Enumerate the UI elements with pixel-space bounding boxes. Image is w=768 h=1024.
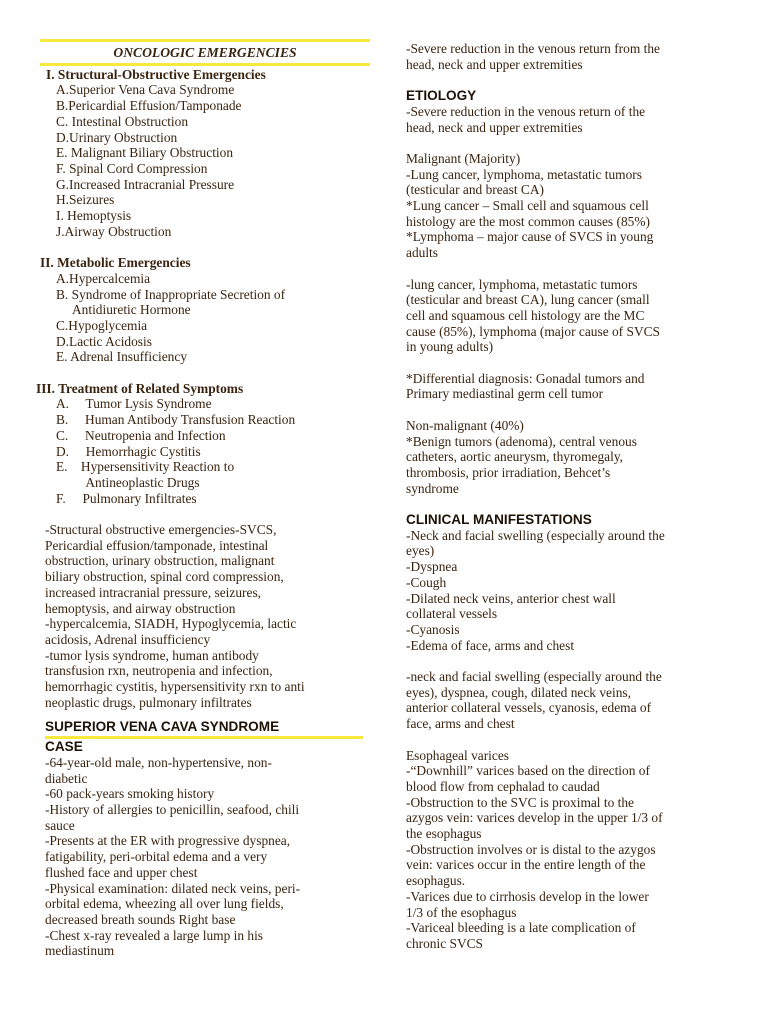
text-line: increased intracranial pressure, seizures,	[45, 584, 262, 600]
text-line: head, neck and upper extremities	[406, 56, 583, 72]
title-bottom-rule	[40, 63, 370, 66]
text-line: -Physical examination: dilated neck veins, peri-	[45, 880, 301, 896]
text-line: vein: varices occur in the entire length of the	[406, 857, 646, 873]
text-line: fatigability, peri-orbital edema and a very	[45, 849, 268, 865]
list-item: F. Spinal Cord Compression	[56, 160, 208, 176]
nonmalignant-causes	[406, 418, 728, 497]
text-line: *Lymphoma – major cause of SVCS in young	[406, 229, 654, 245]
text-line: eyes)	[406, 543, 435, 559]
svcs-section	[45, 719, 370, 959]
list-item: H.Seizures	[56, 192, 115, 208]
text-line: -“Downhill” varices based on the direction of	[406, 763, 650, 779]
text-line: -64-year-old male, non-hypertensive, non-	[45, 754, 272, 770]
etiology-heading: ETIOLOGY	[406, 88, 477, 104]
section-2-list	[40, 271, 370, 365]
text-line: -Obstruction to the SVC is proximal to the	[406, 794, 634, 810]
text-line: obstruction, urinary obstruction, malignant	[45, 553, 275, 569]
text-line: chronic SVCS	[406, 935, 483, 951]
text-line: *Differential diagnosis: Gonadal tumors and	[406, 370, 645, 386]
text-line: *Lung cancer – Small cell and squamous cell	[406, 198, 649, 213]
case-heading: CASE	[45, 739, 83, 755]
section-3-heading: III. Treatment of Related Symptoms	[36, 380, 244, 396]
text-line: collateral vessels	[406, 606, 498, 622]
section-3-list	[40, 396, 370, 506]
text-line: -Structural obstructive emergencies-SVCS,	[45, 522, 277, 538]
section-1-list	[40, 82, 370, 239]
section-1-heading: I. Structural-Obstructive Emergencies	[46, 66, 266, 82]
list-item: B. Syndrome of Inappropriate Secretion of	[56, 286, 286, 302]
list-item: B. Human Antibody Transfusion Reaction	[56, 412, 296, 428]
list-item: C. Neutropenia and Infection	[56, 427, 226, 443]
text-line: Malignant (Majority)	[406, 150, 521, 166]
text-line: -60 pack-years smoking history	[45, 786, 215, 802]
text-line: orbital edema, wheezing all over lung fields,	[45, 896, 284, 912]
text-line: -History of allergies to penicillin, seafood, chili	[45, 802, 300, 817]
text-line: cell and squamous cell histology are the MC	[406, 307, 645, 323]
text-line: histology are the most common causes (85%)	[406, 213, 650, 229]
text-line: (testicular and breast CA), lung cancer (small	[406, 292, 650, 308]
text-line: *Benign tumors (adenoma), central venous	[406, 433, 637, 449]
list-item: D.Lactic Acidosis	[56, 333, 152, 349]
text-line: (testicular and breast CA)	[406, 182, 544, 198]
text-line: mediastinum	[45, 943, 115, 959]
svcs-heading: SUPERIOR VENA CAVA SYNDROME	[45, 719, 280, 735]
text-line: face, arms and chest	[406, 716, 515, 732]
text-line: -Neck and facial swelling (especially around the	[406, 527, 665, 543]
list-item: A. Tumor Lysis Syndrome	[56, 396, 212, 412]
text-line: Pericardial effusion/tamponade, intestinal	[45, 537, 269, 553]
text-line: -Lung cancer, lymphoma, metastatic tumors	[406, 166, 642, 182]
text-line: catheters, aortic aneurysm, thyromegaly,	[406, 449, 624, 465]
text-line: acidosis, Adrenal insufficiency	[45, 631, 211, 647]
esophageal-varices	[406, 748, 728, 952]
text-line: in young adults)	[406, 339, 494, 355]
text-line: syndrome	[406, 480, 459, 496]
text-line: adults	[406, 245, 438, 261]
text-line: biliary obstruction, spinal cord compression,	[45, 569, 284, 585]
text-line: -Edema of face, arms and chest	[406, 637, 575, 653]
list-item: A.Superior Vena Cava Syndrome	[56, 82, 235, 98]
text-line: neoplastic drugs, pulmonary infiltrates	[45, 694, 252, 710]
text-line: -Obstruction involves or is distal to the azygos	[406, 841, 656, 857]
text-line: azygos vein: varices develop in the upper 1/3 of	[406, 810, 663, 826]
text-line: -hypercalcemia, SIADH, Hypoglycemia, lactic	[45, 616, 297, 632]
list-item: C. Intestinal Obstruction	[56, 113, 189, 129]
text-line: -neck and facial swelling (especially around the	[406, 669, 662, 685]
list-item: Antidiuretic Hormone	[56, 302, 191, 318]
text-line: -tumor lysis syndrome, human antibody	[45, 647, 259, 663]
list-item: A.Hypercalcemia	[56, 270, 151, 286]
right-column	[406, 41, 728, 952]
text-line: -lung cancer, lymphoma, metastatic tumors	[406, 276, 638, 292]
text-line: cause (85%), lymphoma (major cause of SVCS	[406, 323, 660, 339]
list-item: C.Hypoglycemia	[56, 317, 148, 333]
text-line: esophagus.	[406, 873, 466, 889]
text-line: Primary mediastinal germ cell tumor	[406, 386, 604, 402]
malignant-causes	[406, 151, 728, 261]
text-line: the esophagus	[406, 826, 482, 842]
list-item: E. Hypersensitivity Reaction to	[56, 459, 235, 475]
text-line: decreased breath sounds Right base	[45, 911, 236, 927]
list-item: E. Malignant Biliary Obstruction	[56, 145, 234, 161]
text-line: -Dilated neck veins, anterior chest wall	[406, 590, 616, 606]
definition	[406, 41, 728, 72]
clinical-manifestations	[406, 528, 728, 654]
text-line: -Severe reduction in the venous return from the	[406, 41, 660, 56]
text-line: -Severe reduction in the venous return of the	[406, 103, 646, 119]
text-line: Esophageal varices	[406, 747, 509, 763]
text-line: head, neck and upper extremities	[406, 119, 583, 135]
list-item: I. Hemoptysis	[56, 208, 132, 224]
list-item: D.Urinary Obstruction	[56, 129, 178, 145]
clinical-summary	[406, 669, 728, 732]
text-line: -Cyanosis	[406, 621, 460, 637]
text-line: blood flow from cephalad to caudad	[406, 778, 600, 794]
page-title: ONCOLOGIC EMERGENCIES	[113, 45, 297, 60]
text-line: 1/3 of the esophagus	[406, 904, 517, 920]
text-line: anterior collateral vessels, cyanosis, edema of	[406, 700, 652, 716]
text-line: -Varices due to cirrhosis develop in the lower	[406, 888, 649, 904]
text-line: thrombosis, prior irradiation, Behcet’s	[406, 464, 611, 480]
list-item: D. Hemorrhagic Cystitis	[56, 443, 201, 459]
text-line: flushed face and upper chest	[45, 864, 198, 880]
etiology-intro	[406, 104, 728, 135]
section-2-heading: II. Metabolic Emergencies	[40, 255, 191, 271]
list-item: E. Adrenal Insufficiency	[56, 349, 188, 365]
left-column	[36, 39, 370, 959]
text-line: hemoptysis, and airway obstruction	[45, 600, 236, 616]
text-line: eyes), dyspnea, cough, dilated neck veins,	[406, 684, 631, 700]
list-item: G.Increased Intracranial Pressure	[56, 176, 235, 192]
text-line: -Cough	[406, 574, 447, 590]
differential-diagnosis	[406, 371, 728, 402]
text-line: -Chest x-ray revealed a large lump in his	[45, 927, 264, 943]
text-line: -Variceal bleeding is a late complication of	[406, 920, 636, 936]
list-item: J.Airway Obstruction	[56, 223, 172, 239]
list-item: B.Pericardial Effusion/Tamponade	[56, 98, 242, 114]
text-line: hemorrhagic cystitis, hypersensitivity rxn to anti	[45, 679, 305, 695]
text-line: sauce	[45, 817, 75, 833]
malignant-summary	[406, 277, 728, 356]
case-details	[45, 755, 370, 959]
text-line: -Dyspnea	[406, 559, 458, 575]
text-line: Non-malignant (40%)	[406, 417, 524, 433]
clinical-heading: CLINICAL MANIFESTATIONS	[406, 512, 592, 527]
emergencies-summary	[45, 522, 370, 710]
list-item: Antineoplastic Drugs	[56, 474, 200, 490]
text-line: transfusion rxn, neutropenia and infection,	[45, 663, 273, 679]
list-item: F. Pulmonary Infiltrates	[56, 490, 197, 506]
text-line: diabetic	[45, 770, 88, 786]
text-line: -Presents at the ER with progressive dyspnea,	[45, 833, 291, 849]
